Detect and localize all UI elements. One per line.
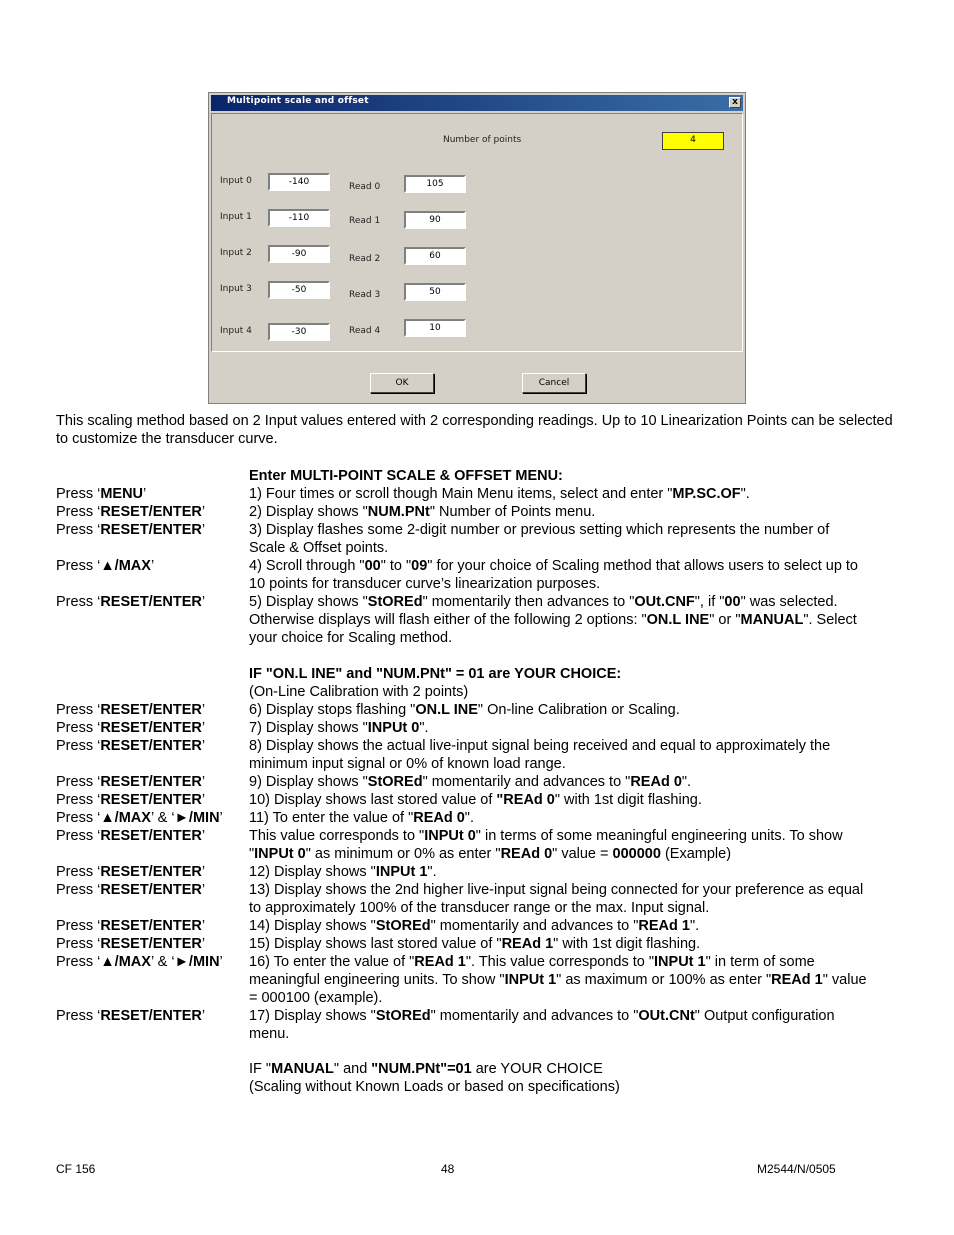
instruction-text: IF "MANUAL" and "NUM.PNt"=01 are YOUR CHOICE: [249, 1061, 603, 1077]
instruction-text: 2) Display shows "NUM.PNt" Number of Points menu.: [249, 504, 596, 520]
key-press-label: Press ‘RESET/ENTER’: [56, 504, 206, 520]
input-field[interactable]: -110: [268, 209, 330, 227]
close-icon[interactable]: x: [729, 97, 741, 108]
key-press-label: Press ‘RESET/ENTER’: [56, 1008, 206, 1024]
key-press-label: Press ‘RESET/ENTER’: [56, 864, 206, 880]
instruction-text: (On-Line Calibration with 2 points): [249, 684, 469, 700]
read-field[interactable]: 105: [404, 175, 466, 193]
key-press-label: Press ‘RESET/ENTER’: [56, 774, 206, 790]
read-field[interactable]: 10: [404, 319, 466, 337]
read-label: Read 3: [349, 290, 381, 300]
instruction-text: 7) Display shows "INPUt 0".: [249, 720, 429, 736]
key-press-label: Press ‘RESET/ENTER’: [56, 738, 206, 754]
instruction-text: 11) To enter the value of "REAd 0".: [249, 810, 474, 826]
instruction-text: 17) Display shows "StOREd" momentarily and advances to "OUt.CNt" Output configuration menu.: [249, 1008, 835, 1042]
read-field[interactable]: 50: [404, 283, 466, 301]
key-press-label: Press ‘RESET/ENTER’: [56, 918, 206, 934]
input-label: Input 1: [220, 212, 252, 222]
read-field[interactable]: 60: [404, 247, 466, 265]
cancel-button[interactable]: Cancel: [522, 373, 586, 393]
footer-page-number: 48: [441, 1162, 455, 1176]
key-press-label: Press ‘RESET/ENTER’: [56, 702, 206, 718]
key-press-label: Press ‘RESET/ENTER’: [56, 828, 206, 844]
key-press-label: Press ‘▲/MAX’ & ‘►/MIN’: [56, 954, 223, 970]
instruction-text: 12) Display shows "INPUt 1".: [249, 864, 437, 880]
key-press-label: Press ‘RESET/ENTER’: [56, 936, 206, 952]
instruction-text: 13) Display shows the 2nd higher live-input signal being connected for your preference as equal to approximately 100% of the transducer range or the max. Input signal.: [249, 882, 864, 916]
ok-button[interactable]: OK: [370, 373, 434, 393]
instruction-text: 8) Display shows the actual live-input signal being received and equal to approximately the minimum input signal or 0% of known load range.: [249, 738, 831, 772]
read-label: Read 4: [349, 326, 381, 336]
instruction-text: 6) Display stops flashing "ON.L INE" On-line Calibration or Scaling.: [249, 702, 680, 718]
num-points-label: Number of points: [443, 135, 522, 145]
key-press-label: Press ‘RESET/ENTER’: [56, 594, 206, 610]
instruction-text: 9) Display shows "StOREd" momentarily and advances to "REAd 0".: [249, 774, 692, 790]
dialog-titlebar: [211, 95, 743, 111]
instruction-text: 5) Display shows "StOREd" momentarily then advances to "OUt.CNF", if "00" was selected. Otherwise displays will flash either of the following 2 options: "ON.L INE" or "MANUAL". Select your choice for Scaling method.: [249, 594, 857, 646]
instruction-text: This value corresponds to "INPUt 0" in terms of some meaningful engineering units. To show "INPUt 0" as minimum or 0% as enter "REAd 0" value = 000000 (Example): [249, 828, 843, 862]
input-field[interactable]: -50: [268, 281, 330, 299]
input-label: Input 4: [220, 326, 252, 336]
instruction-text: 3) Display flashes some 2-digit number or previous setting which represents the number of Scale & Offset points.: [249, 522, 830, 556]
key-press-label: Press ‘▲/MAX’ & ‘►/MIN’: [56, 810, 223, 826]
input-field[interactable]: -90: [268, 245, 330, 263]
read-field[interactable]: 90: [404, 211, 466, 229]
key-press-label: Press ‘RESET/ENTER’: [56, 720, 206, 736]
key-press-label: Press ‘RESET/ENTER’: [56, 522, 206, 538]
input-field[interactable]: -140: [268, 173, 330, 191]
num-points-field[interactable]: 4: [662, 132, 724, 150]
read-label: Read 0: [349, 182, 381, 192]
instruction-text: 10) Display shows last stored value of "REAd 0" with 1st digit flashing.: [249, 792, 702, 808]
input-field[interactable]: -30: [268, 323, 330, 341]
dialog-panel: [211, 113, 743, 352]
read-label: Read 1: [349, 216, 381, 226]
instruction-text: 4) Scroll through "00" to "09" for your choice of Scaling method that allows users to select up to 10 points for transducer curve’s linearization purposes.: [249, 558, 858, 592]
read-label: Read 2: [349, 254, 381, 264]
instruction-text: (Scaling without Known Loads or based on specifications): [249, 1079, 620, 1095]
multipoint-dialog: [208, 92, 746, 404]
footer-left: CF 156: [56, 1162, 96, 1176]
dialog-title: Multipoint scale and offset: [227, 96, 369, 106]
instruction-text: 1) Four times or scroll though Main Menu items, select and enter "MP.SC.OF".: [249, 486, 750, 502]
key-press-label: Press ‘▲/MAX’: [56, 558, 155, 574]
intro-paragraph: This scaling method based on 2 Input values entered with 2 corresponding readings. Up to 10 Linearization Points can be selected to customize the transducer curve.: [56, 413, 893, 447]
input-label: Input 3: [220, 284, 252, 294]
instruction-text: Enter MULTI-POINT SCALE & OFFSET MENU:: [249, 468, 563, 484]
input-label: Input 2: [220, 248, 252, 258]
footer-right: M2544/N/0505: [757, 1162, 836, 1176]
key-press-label: Press ‘RESET/ENTER’: [56, 792, 206, 808]
key-press-label: Press ‘MENU’: [56, 486, 147, 502]
instruction-text: IF "ON.L INE" and "NUM.PNt" = 01 are YOUR CHOICE:: [249, 666, 622, 682]
instruction-text: 15) Display shows last stored value of "REAd 1" with 1st digit flashing.: [249, 936, 701, 952]
instruction-text: 14) Display shows "StOREd" momentarily and advances to "REAd 1".: [249, 918, 700, 934]
input-label: Input 0: [220, 176, 252, 186]
instruction-text: 16) To enter the value of "REAd 1". This value corresponds to "INPUt 1" in term of some meaningful engineering units. To show "INPUt 1" as maximum or 100% as enter "REAd 1" value = 000100 (example).: [249, 954, 867, 1006]
key-press-label: Press ‘RESET/ENTER’: [56, 882, 206, 898]
